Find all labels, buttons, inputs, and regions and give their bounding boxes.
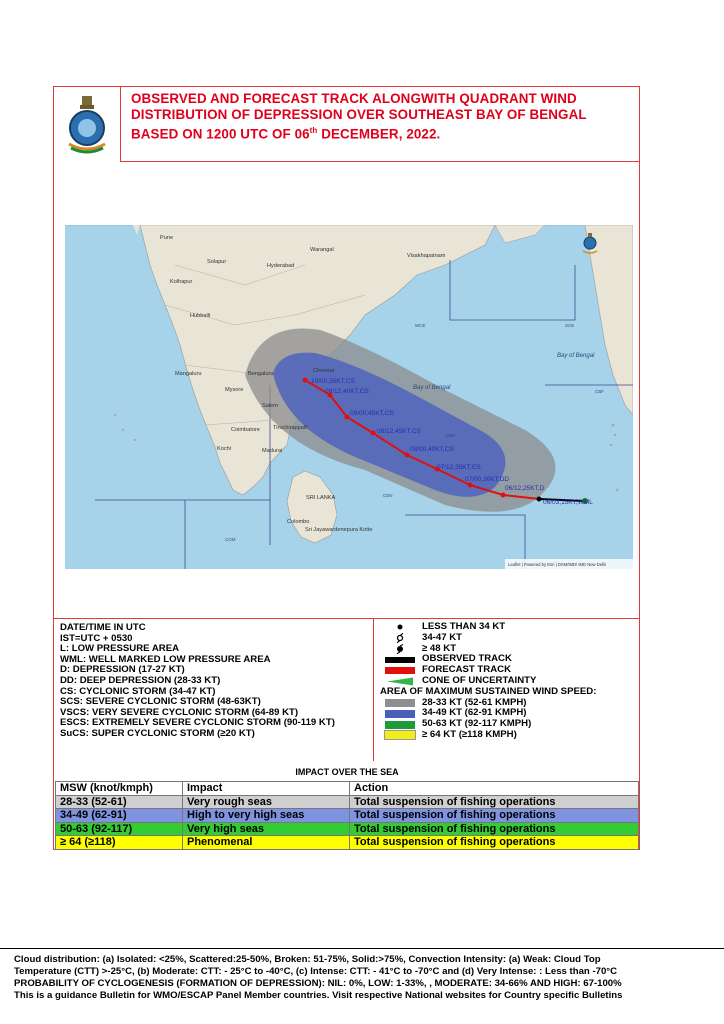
- footer-divider: [0, 948, 724, 949]
- track-label-6: 07/12,35KT,CS: [437, 464, 481, 471]
- legend-less34: LESS THAN 34 KT: [378, 622, 638, 633]
- place-kolhapur: Kolhapur: [170, 279, 193, 285]
- svg-text:CBF: CBF: [595, 389, 604, 394]
- label-bay-of-bengal-1: Bay of Bengal: [413, 385, 451, 391]
- legend-forecast-track: FORECAST TRACK: [378, 665, 638, 676]
- legend-wind-3: 50-63 KT (92-117 KMPH): [378, 719, 638, 730]
- forecast-track-swatch: [385, 667, 415, 674]
- col-impact: Impact: [183, 782, 350, 796]
- wind-swatch-2: [385, 710, 415, 718]
- legend-observed-track: OBSERVED TRACK: [378, 654, 638, 665]
- legend-left-2: IST=UTC + 0530: [60, 632, 133, 644]
- legend-left-4: WML: WELL MARKED LOW PRESSURE AREA: [60, 653, 271, 665]
- place-warangal: Warangal: [310, 247, 334, 253]
- track-label-7: 07/00,30KT,DD: [465, 476, 510, 483]
- cyclone-open-icon: [378, 633, 422, 643]
- title-line-2: DISTRIBUTION OF DEPRESSION OVER SOUTHEAST BAY OF BENGAL: [131, 107, 587, 122]
- legend-area-heading: AREA OF MAXIMUM SUSTAINED WIND SPEED:: [380, 685, 597, 697]
- footer-line-3: PROBABILITY OF CYCLOGENESIS (FORMATION OF DEPRESSION): NIL: 0%, LOW: 1-33%, , MODERATE: 34-66% AND HIGH: 67-100%: [14, 978, 622, 989]
- place-madurai: Madurai: [262, 448, 283, 454]
- place-hubballi: Hubballi: [190, 313, 211, 319]
- place-coimbatore: Coimbatore: [231, 427, 260, 433]
- cyclone-filled-icon: [378, 644, 422, 654]
- col-action: Action: [350, 782, 639, 796]
- track-label-2: 09/12,40KT,CS: [325, 388, 369, 395]
- track-label-1: 10/00,35KT,CS: [311, 378, 355, 385]
- place-visakhapatnam: Visakhapatnam: [407, 253, 446, 259]
- wind-swatch-1: [385, 699, 415, 707]
- footer-notes: [14, 954, 714, 1002]
- footer-line-1: Cloud distribution: (a) Isolated: <25%, Scattered:25-50%, Broken: 51-75%, Solid:>75%, Convection Intensity: (a) Weak: Cloud Top: [14, 954, 601, 965]
- legend-wind-4: ≥ 64 KT (≥118 KMPH): [378, 730, 638, 741]
- place-bengaluru: Bengaluru: [248, 371, 274, 377]
- track-map[interactable]: [65, 225, 633, 569]
- place-kochi: Kochi: [217, 446, 231, 452]
- dot-icon: [378, 623, 422, 631]
- svg-text:SCE: SCE: [565, 323, 575, 328]
- svg-text:WCE: WCE: [415, 323, 426, 328]
- map-attribution: Leaflet | Powered by Esri | DSM/IMD/ IMD New Delhi: [508, 562, 607, 567]
- legend-wind-2: 34-49 KT (62-91 KMPH): [378, 708, 638, 719]
- table-row: 34-49 (62-91) High to very high seas Total suspension of fishing operations: [56, 809, 639, 823]
- legend-left-6: DD: DEEP DEPRESSION (28-33 KT): [60, 674, 221, 686]
- legend-cone: CONE OF UNCERTAINTY: [378, 676, 638, 687]
- col-msw: MSW (knot/kmph): [56, 782, 183, 796]
- svg-text:SWB: SWB: [445, 433, 456, 438]
- wind-swatch-4: [384, 730, 416, 740]
- impact-caption: IMPACT OVER THE SEA: [295, 767, 399, 777]
- track-label-4: 08/12,45KT,CS: [377, 428, 421, 435]
- place-pune: Pune: [160, 235, 174, 241]
- legend-symbols: [378, 622, 638, 741]
- track-label-3: 09/00,45KT,CS: [350, 410, 394, 417]
- footer-line-4: This is a guidance Bulletin for WMO/ESCAP Panel Member countries. Visit respective National websites for Country specific Bulletins: [14, 990, 623, 1001]
- title-line-3: BASED ON 1200 UTC OF 06th DECEMBER, 2022.: [131, 126, 441, 142]
- place-mysore: Mysore: [225, 387, 244, 393]
- table-row: 28-33 (52-61) Very rough seas Total suspension of fishing operations: [56, 795, 639, 809]
- title-box: [120, 86, 640, 162]
- legend-left-11: SuCS: SUPER CYCLONIC STORM (≥20 KT): [60, 727, 255, 739]
- legend-left-3: L: LOW PRESSURE AREA: [60, 643, 180, 655]
- place-mangaluru: Mangaluru: [175, 371, 202, 377]
- place-jayawardenepura: Sri Jayawardenepura Kotte: [305, 527, 373, 533]
- impact-header-row: [56, 782, 639, 796]
- legend-left-1: DATE/TIME IN UTC: [60, 622, 146, 633]
- observed-track-swatch: [385, 657, 415, 663]
- legend-abbreviations: [60, 623, 360, 740]
- imd-logo: [55, 88, 120, 162]
- place-colombo: Colombo: [287, 519, 310, 525]
- track-label-9: 06/03,15KT,WML: [543, 499, 593, 506]
- legend-left-5: D: DEPRESSION (17-27 KT): [60, 664, 185, 676]
- legend-wind-1: 28-33 KT (52-61 KMPH): [378, 698, 638, 709]
- legend-ge48: ≥ 48 KT: [378, 644, 638, 655]
- place-chennai: Chennai: [313, 368, 334, 374]
- legend-divider: [373, 618, 374, 761]
- impact-table: [55, 763, 639, 850]
- track-label-5: 08/00,40KT,CS: [410, 446, 454, 453]
- place-salem: Salem: [262, 403, 278, 409]
- place-tiruchirappalli: Tiruchirappalli: [273, 425, 308, 431]
- wind-swatch-3: [385, 721, 415, 729]
- legend-34-47: 34-47 KT: [378, 633, 638, 644]
- cone-icon: [378, 677, 422, 686]
- table-row: 50-63 (92-117) Very high seas Total suspension of fishing operations: [56, 822, 639, 836]
- label-bay-of-bengal-2: Bay of Bengal: [557, 353, 595, 359]
- table-row: ≥ 64 (≥118) Phenomenal Total suspension of fishing operations: [56, 836, 639, 850]
- legend-left-7: CS: CYCLONIC STORM (34-47 KT): [60, 685, 216, 697]
- footer-line-2: Temperature (CTT) >-25°C, (b) Moderate: CTT: - 25°C to -40°C, (c) Intense: CTT: - 41°C to -70°C and (d) Very Intense: : Less than -70°C: [14, 966, 618, 977]
- bulletin-title: [131, 91, 632, 142]
- legend-left-9: VSCS: VERY SEVERE CYCLONIC STORM (64-89 KT): [60, 706, 299, 718]
- legend-left-10: ESCS: EXTREMELY SEVERE CYCLONIC STORM (90-119 KT): [60, 717, 335, 729]
- place-solapur: Solapur: [207, 259, 227, 265]
- place-hyderabad: Hyderabad: [267, 263, 295, 269]
- track-label-8: 06/12,25KT,D: [505, 485, 545, 492]
- legend-left-8: SCS: SEVERE CYCLONIC STORM (48-63KT): [60, 696, 261, 708]
- svg-text:CEN: CEN: [383, 493, 393, 498]
- svg-text:COM: COM: [225, 537, 236, 542]
- title-line-1: OBSERVED AND FORECAST TRACK ALONGWITH QUADRANT WIND: [131, 91, 577, 106]
- place-sri-lanka: SRI LANKA: [306, 495, 336, 501]
